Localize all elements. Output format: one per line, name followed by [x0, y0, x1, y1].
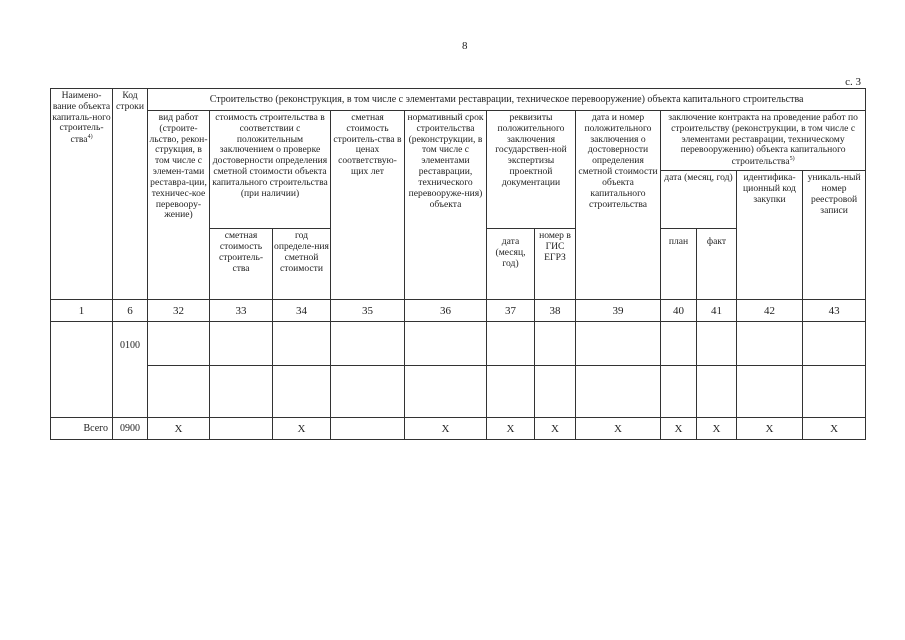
column-number: 34: [273, 300, 331, 322]
table-cell: [148, 322, 210, 366]
page-number: 8: [462, 40, 468, 52]
table-cell: [661, 322, 697, 366]
cost-group-header: стоимость строительства в соответствии с положительным заключением о проверке достоверности определения сметной стоимости объекта капитального строительства (при наличии): [210, 111, 331, 229]
normative-term-header: нормативный срок строительства (реконструкции, в том числе с элементами реставрации, технического перевооруже-ния) объекта: [405, 111, 487, 300]
total-mark: X: [405, 418, 487, 440]
expertise-date-header: дата (месяц, год): [487, 229, 535, 300]
table-cell: [576, 366, 661, 418]
total-mark: [331, 418, 405, 440]
table-cell: [487, 322, 535, 366]
reliability-header: дата и номер положительного заключения о достоверности определения сметной стоимости объекта капитального строительства: [576, 111, 661, 300]
table-cell: [535, 366, 576, 418]
column-numbers-row: [51, 300, 866, 322]
table-cell: [803, 322, 866, 366]
column-number: 32: [148, 300, 210, 322]
table-cell: [210, 366, 273, 418]
total-code: 0900: [113, 418, 148, 440]
construction-table: [50, 88, 866, 440]
column-number: 38: [535, 300, 576, 322]
determination-year-header: год определе-ния сметной стоимости: [273, 229, 331, 300]
contract-group-header: заключение контракта на проведение работ по строительству (реконструкции, в том числе с элементами реставрации, техническому перевооружению) объекта капитального строительства$^{5)}$: [661, 111, 866, 171]
column-number: 37: [487, 300, 535, 322]
construction-group-header: Строительство (реконструкция, в том числе с элементами реставрации, техническое перевооружение) объекта капитального строительства: [148, 89, 866, 111]
table-cell: [331, 366, 405, 418]
table-cell: [697, 366, 737, 418]
table-cell: [273, 322, 331, 366]
table-cell: [697, 322, 737, 366]
total-mark: X: [487, 418, 535, 440]
table-cell: [405, 322, 487, 366]
total-mark: X: [661, 418, 697, 440]
sheet-label: с. 3: [845, 76, 861, 88]
work-type-header: вид работ (строите-льство, рекон-струкция, в том числе с элемен-тами реставра-ции, техничес-кое перевоору-жение): [148, 111, 210, 300]
column-number: 42: [737, 300, 803, 322]
table-cell: [210, 322, 273, 366]
expertise-group-header: реквизиты положительного заключения государствен-ной экспертизы проектной документации: [487, 111, 576, 229]
total-mark: X: [697, 418, 737, 440]
table-cell: [331, 322, 405, 366]
object-name-cell: [51, 322, 113, 418]
total-mark: X: [737, 418, 803, 440]
plan-header: план: [661, 229, 697, 300]
fact-header: факт: [697, 229, 737, 300]
table-cell: [803, 366, 866, 418]
total-mark: X: [273, 418, 331, 440]
column-number: 1: [51, 300, 113, 322]
column-number: 40: [661, 300, 697, 322]
column-number: 39: [576, 300, 661, 322]
registry-number-header: уникаль-ный номер реестровой записи: [803, 171, 866, 300]
code-column-header: Код строки: [113, 89, 148, 300]
purchase-id-header: идентифика-ционный код закупки: [737, 171, 803, 300]
total-mark: [210, 418, 273, 440]
table-cell: [405, 366, 487, 418]
table-cell: [737, 322, 803, 366]
name-column-header: Наимено-вание объекта капиталь-ного строитель-ства$^{4)}$: [51, 89, 113, 300]
total-mark: X: [148, 418, 210, 440]
total-mark: X: [535, 418, 576, 440]
table-cell: [273, 366, 331, 418]
estimated-cost-header: сметная стоимость строитель-ства: [210, 229, 273, 300]
estimated-cost-current-header: сметная стоимость строитель-ства в ценах соответствую-щих лет: [331, 111, 405, 300]
table-cell: [737, 366, 803, 418]
table-cell: [487, 366, 535, 418]
table-cell: [148, 366, 210, 418]
row-code-cell: 0100: [113, 322, 148, 418]
table-cell: [661, 366, 697, 418]
column-number: 6: [113, 300, 148, 322]
table-row: [51, 322, 866, 366]
column-number: 33: [210, 300, 273, 322]
total-mark: X: [576, 418, 661, 440]
table-cell: [576, 322, 661, 366]
column-number: 43: [803, 300, 866, 322]
table-row: [51, 366, 866, 418]
expertise-number-header: номер в ГИС ЕГРЗ: [535, 229, 576, 300]
column-number: 35: [331, 300, 405, 322]
total-mark: X: [803, 418, 866, 440]
total-row: [51, 418, 866, 440]
total-label: Всего: [51, 418, 113, 440]
column-number: 41: [697, 300, 737, 322]
column-number: 36: [405, 300, 487, 322]
table-cell: [535, 322, 576, 366]
contract-date-header: дата (месяц, год): [661, 171, 737, 229]
